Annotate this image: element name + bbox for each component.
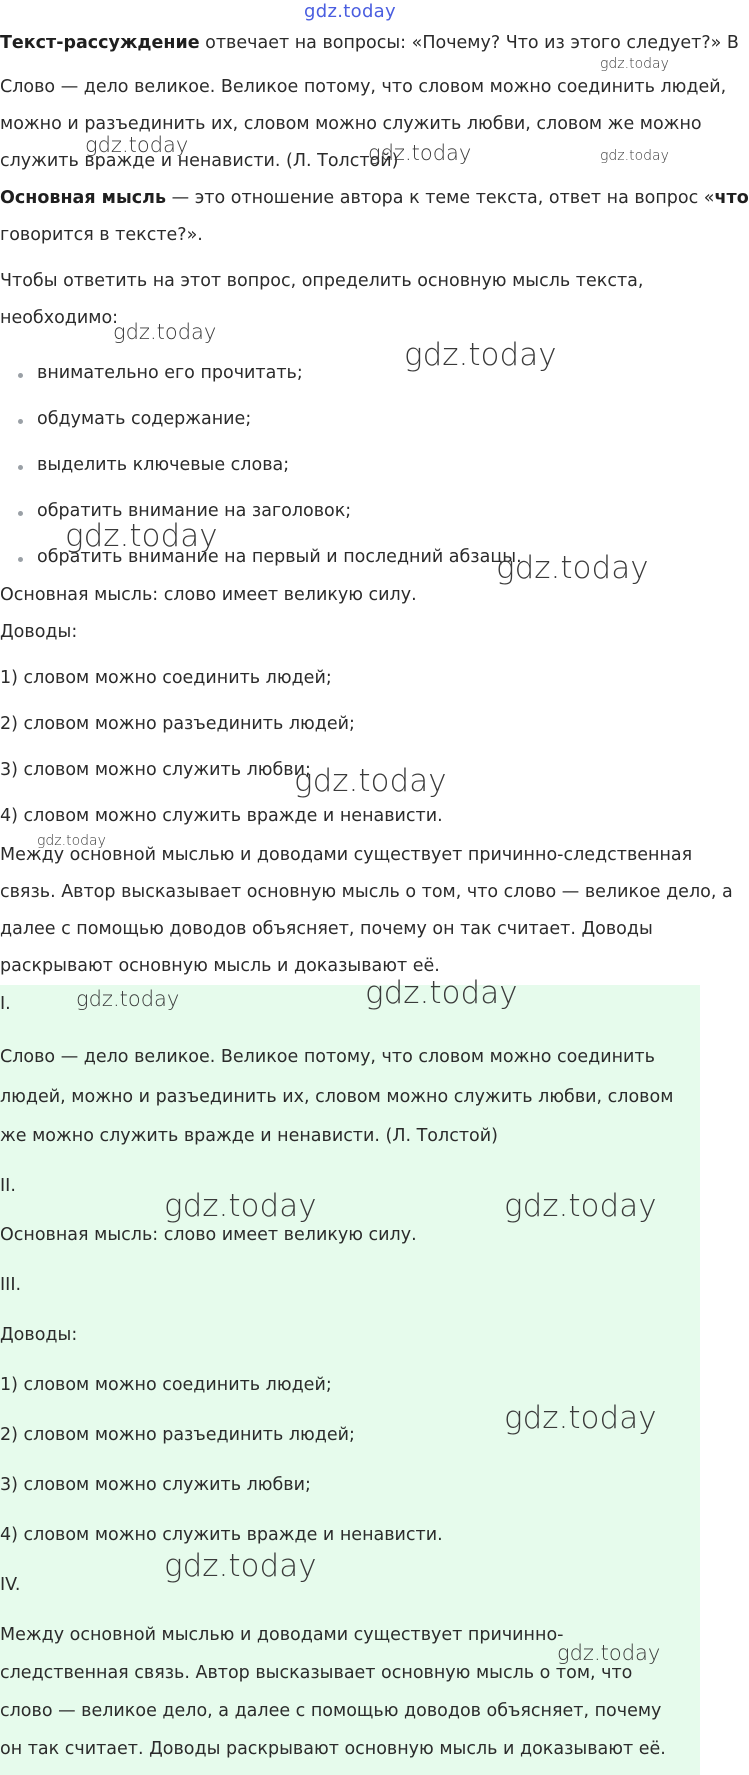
watermark: gdz.today [600, 56, 669, 72]
bullet-dot [18, 419, 23, 424]
bullet-dot [18, 557, 23, 562]
watermark: gdz.today [65, 518, 218, 554]
list-item: обратить внимание на заголовок; [37, 501, 352, 521]
main-idea-definition-cont: говорится в тексте?». [0, 225, 203, 245]
watermark: gdz.today [504, 1188, 657, 1224]
argument-item: 4) словом можно служить вражде и ненависти. [0, 806, 443, 826]
conclusion-line: он так считает. Доводы раскрывают основную мысль и доказывают её. [0, 1739, 666, 1759]
quote-line: служить вражде и ненависти. (Л. Толстой) [0, 151, 399, 171]
argument-item: 4) словом можно служить вражде и ненависти. [0, 1525, 443, 1545]
conclusion-line: следственная связь. Автор высказывает основную мысль о том, что [0, 1663, 633, 1683]
watermark: gdz.today [76, 987, 180, 1011]
site-logo[interactable]: gdz.today [304, 1, 396, 22]
watermark: gdz.today [496, 550, 649, 586]
watermark: gdz.today [294, 763, 447, 799]
part-number: IV. [0, 1575, 21, 1595]
list-item: выделить ключевые слова; [37, 455, 290, 475]
quote-line: Слово — дело великое. Великое потому, что словом можно соединить людей, [0, 77, 727, 97]
conclusion-line: Между основной мыслью и доводами существует причинно- [0, 1625, 564, 1645]
conclusion-line: Между основной мыслью и доводами существует причинно-следственная [0, 845, 693, 865]
definition-line: Текст-рассуждение отвечает на вопросы: «Почему? Что из этого следует?» В [0, 33, 739, 53]
list-item: обратить внимание на первый и последний абзацы. [37, 547, 522, 567]
part-number: I. [0, 994, 11, 1014]
watermark: gdz.today [557, 1641, 661, 1665]
argument-item: 1) словом можно соединить людей; [0, 1375, 332, 1395]
bullet-dot [18, 511, 23, 516]
main-idea-definition: Основная мысль — это отношение автора к теме текста, ответ на вопрос «что [0, 188, 749, 208]
argument-item: 2) словом можно разъединить людей; [0, 714, 355, 734]
quote-line: Слово — дело великое. Великое потому, что словом можно соединить [0, 1047, 655, 1067]
watermark: gdz.today [85, 133, 189, 157]
conclusion-line: далее с помощью доводов объясняет, почему он так считает. Доводы [0, 919, 653, 939]
conclusion-line: связь. Автор высказывает основную мысль о том, что слово — великое дело, а [0, 882, 733, 902]
watermark: gdz.today [404, 337, 557, 373]
instruction-line: Чтобы ответить на этот вопрос, определить основную мысль текста, [0, 271, 644, 291]
watermark: gdz.today [365, 975, 518, 1011]
bullet-dot [18, 465, 23, 470]
argument-item: 3) словом можно служить любви; [0, 1475, 311, 1495]
watermark: gdz.today [368, 141, 472, 165]
watermark: gdz.today [37, 833, 106, 849]
list-item: внимательно его прочитать; [37, 363, 303, 383]
bullet-dot [18, 373, 23, 378]
watermark: gdz.today [600, 148, 669, 164]
arguments-label: Доводы: [0, 622, 78, 642]
argument-item: 1) словом можно соединить людей; [0, 668, 332, 688]
term-bold: Текст-рассуждение [0, 33, 200, 53]
watermark: gdz.today [113, 320, 217, 344]
conclusion-line: раскрывают основную мысль и доказывают её. [0, 956, 440, 976]
argument-item: 2) словом можно разъединить людей; [0, 1425, 355, 1445]
argument-item: 3) словом можно служить любви; [0, 760, 311, 780]
thesis-line: Основная мысль: слово имеет великую силу. [0, 1225, 417, 1245]
watermark: gdz.today [164, 1188, 317, 1224]
list-item: обдумать содержание; [37, 409, 252, 429]
quote-line: людей, можно и разъединить их, словом можно служить любви, словом [0, 1087, 674, 1107]
part-number: III. [0, 1275, 22, 1295]
arguments-label: Доводы: [0, 1325, 78, 1345]
instruction-line: необходимо: [0, 308, 119, 328]
watermark: gdz.today [504, 1400, 657, 1436]
conclusion-line: слово — великое дело, а далее с помощью доводов объясняет, почему [0, 1701, 662, 1721]
quote-line: же можно служить вражде и ненависти. (Л. Толстой) [0, 1126, 498, 1146]
part-number: II. [0, 1176, 16, 1196]
thesis-line: Основная мысль: слово имеет великую силу. [0, 585, 417, 605]
watermark: gdz.today [164, 1548, 317, 1584]
quote-line: можно и разъединить их, словом можно служить любви, словом же можно [0, 114, 702, 134]
